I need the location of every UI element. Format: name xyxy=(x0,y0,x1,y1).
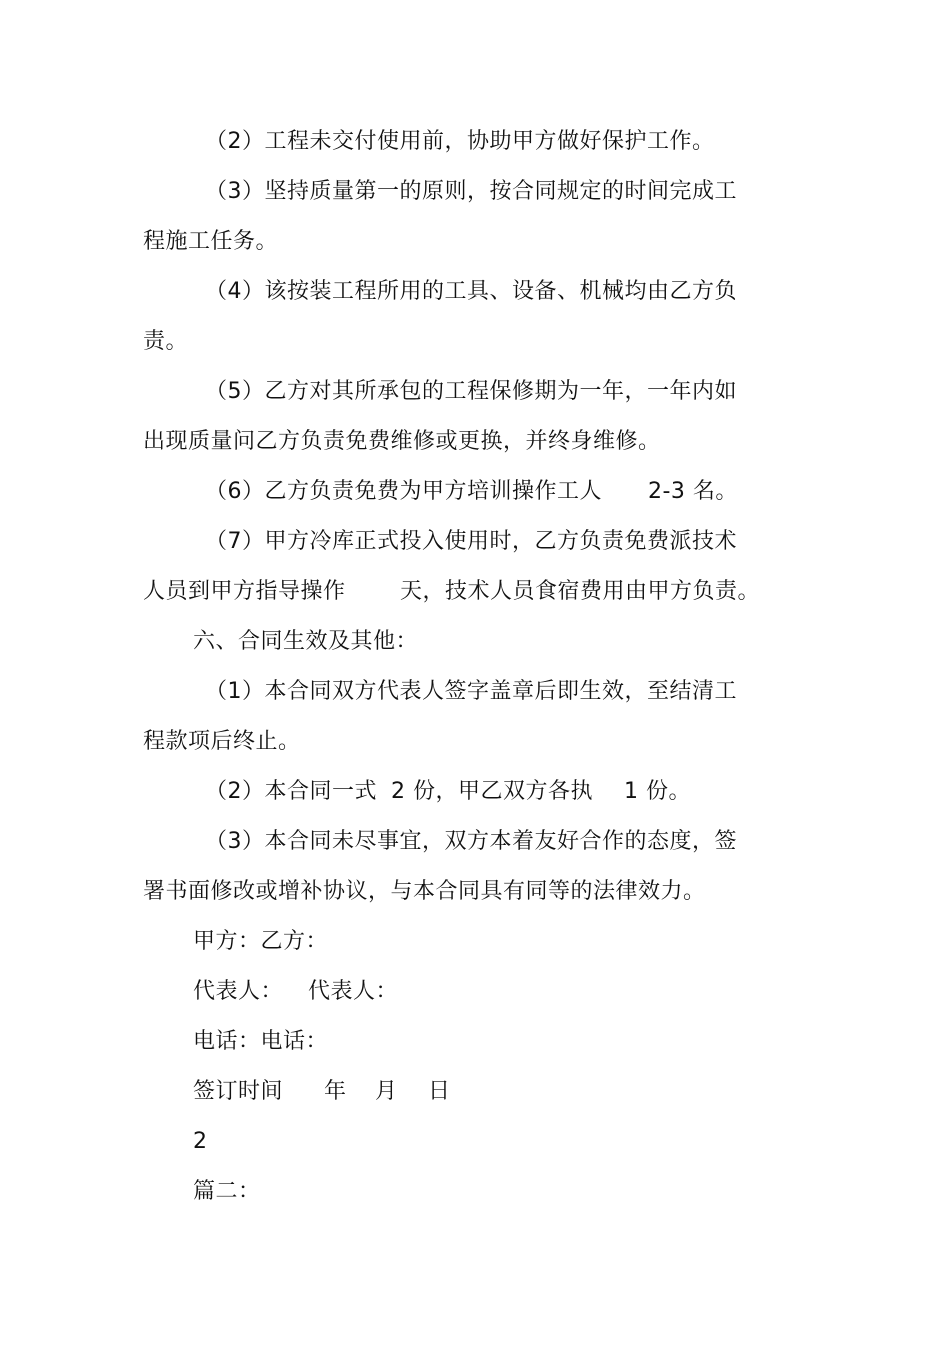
clause-6-line: （6）乙方负责免费为甲方培训操作工人 xyxy=(205,479,602,504)
party-line: 甲方：乙方： xyxy=(193,929,329,954)
phone-line: 电话：电话： xyxy=(193,1029,329,1054)
clause-2-line: （2）工程未交付使用前，协助甲方做好保护工作。 xyxy=(205,129,715,154)
clause-6-count: 2-3 名。 xyxy=(648,479,738,504)
effect-clause-2-start: （2）本合同一式 xyxy=(205,779,377,804)
signing-date-day: 日 xyxy=(428,1079,451,1104)
signing-date-label: 签订时间 xyxy=(193,1079,284,1104)
section-heading-part-two: 篇二： xyxy=(193,1179,261,1204)
section-6-heading: 六、合同生效及其他： xyxy=(193,629,419,654)
effect-clause-2-middle: 2 份，甲乙双方各执 xyxy=(391,779,593,804)
clause-4-line-1: （4）该按装工程所用的工具、设备、机械均由乙方负 xyxy=(205,279,737,304)
effect-clause-1-line-2: 程款项后终止。 xyxy=(143,729,301,754)
clause-7-line-2-end: 天，技术人员食宿费用由甲方负责。 xyxy=(400,579,761,604)
effect-clause-1-line-1: （1）本合同双方代表人签字盖章后即生效，至结清工 xyxy=(205,679,737,704)
clause-7-line-2-start: 人员到甲方指导操作 xyxy=(143,579,346,604)
clause-5-line-2: 出现质量问乙方负责免费维修或更换，并终身维修。 xyxy=(143,429,661,454)
signing-date-month: 月 xyxy=(375,1079,398,1104)
clause-5-line-1: （5）乙方对其所承包的工程保修期为一年，一年内如 xyxy=(205,379,737,404)
clause-3-line-2: 程施工任务。 xyxy=(143,229,279,254)
clause-7-line-1: （7）甲方冷库正式投入使用时，乙方负责免费派技术 xyxy=(205,529,737,554)
signing-date-year: 年 xyxy=(324,1079,347,1104)
effect-clause-2-end: 1 份。 xyxy=(624,779,691,804)
effect-clause-3-line-2: 署书面修改或增补协议，与本合同具有同等的法律效力。 xyxy=(143,879,706,904)
clause-4-line-2: 责。 xyxy=(143,329,189,354)
page-number: 2 xyxy=(193,1129,208,1154)
clause-3-line-1: （3）坚持质量第一的原则，按合同规定的时间完成工 xyxy=(205,179,737,204)
representative-b: 代表人： xyxy=(308,979,399,1004)
representative-a: 代表人： xyxy=(193,979,284,1004)
effect-clause-3-line-1: （3）本合同未尽事宜，双方本着友好合作的态度，签 xyxy=(205,829,737,854)
